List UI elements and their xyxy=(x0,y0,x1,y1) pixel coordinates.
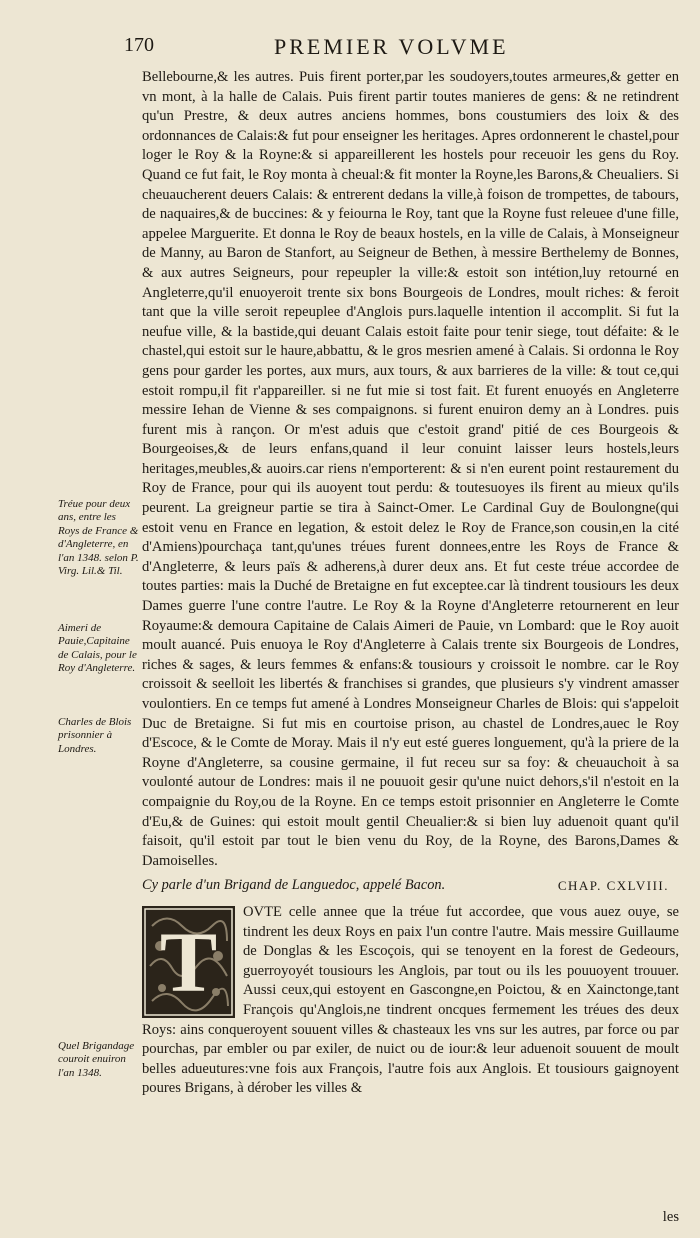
chapter-title: Cy parle d'un Brigand de Languedoc, appelé Bacon. xyxy=(142,877,446,893)
margin-note-aimeri: Aimeri de Pauie,Capitaine de Calais, pour le Roy d'Angleterre. xyxy=(58,622,137,675)
main-text-block xyxy=(142,68,679,871)
dropcap-ornament-icon xyxy=(142,906,235,1018)
chapter-heading xyxy=(142,877,679,899)
margin-note-charles: Charles de Blois prisonnier à Londres. xyxy=(58,716,132,755)
main-paragraph: Bellebourne,& les autres. Puis firent porter,par les soudoyers,toutes armeures,& getter en vn mont, à la halle de Calais. Puis firent partir toutes manieres de gens: & ne retindrent qu'un Prestre, & deux autres anciens hommes, bons coustumiers des loix & des ordonnances de Calais:& fut pour enseigner les heritages. Apres ordonnerent le chastel,pour loger le Roy & la Royne:& si appareillerent les hostels pour receuoir les gens du Roy. Quand ce fut fait, le Roy monta à cheual:& fit monter la Royne,les Barons,& Cheualiers. Si cheuaucherent deuers Calais: & entrerent dedans la ville,à foison de trompettes, de tabours, de naquaires,& de buccines: & y feiourna le Roy, tant que la Royne fust releuee d'une fille, appelee Marguerite. Et donna le Roy de beaux hostels, en la ville de Calais, à Monseigneur de Manny, au Baron de Stanfort, au Seigneur de Bethen, à messire Berthelemy de Bonnes, & aux autres Seigneurs, pour repeupler la ville:& estoit son intétion,luy retourné en Angleterre,qu'il enuoyeroit trente six bons Bourgeois de Londres, moult riches: & feroit tant que la ville seroit repeuplee d'Anglois purs.laquelle intention il accomplit. Si fut la neufue ville, & la bastide,qui deuant Calais estoit faite pour tenir siege, tout défaite: & le chastel,qui estoit sur le haure,abbattu, & le gros mesrien amené à Calais. Si ordonna le Roy gens pour garder les portes, aux murs, aux tours, & aux barrieres de la ville: & tout ce,qui estoit rompu,il fit r'appareiller. si ne fut mie si tost fait. Et furent enuoyés en Angleterre messire Iehan de Vienne & ses compaignons. si furent enuiron demy an à Londres. puis furent mis à rançon. Or m'est aduis que c'estoit grand' pitié de ces Bourgeois & Bourgeoises,& de leurs enfans,quand il leur conuint laisser leurs hostels,leurs heritages,meubles,& auoirs.car riens n'emporterent: & si n'en eurent point restaurement du Roy de France, pour qui ils auoyent tout perdu: & toutesuoyes ils firent au mieux qu'ils peurent. La greigneur partie se tira à Sainct-Omer. Le Cardinal Guy de Boulongne(qui estoit venu en France en legation, & estoit delez le Roy de France,son cousin,en la cité d'Amiens)pourchaça tant,qu'unes tréues furent donnees,entre les Roys de France & d'Angleterre, & leurs païs & adherens,à durer deux ans. Et fut ceste tréue accordee de toutes parties: mais la Duché de Bretaigne en fut exceptee.car là tindrent tousiours les deux Dames guerre l'une contre l'autre. Le Roy & la Royne d'Angleterre retournerent en leur Royaume:& demoura Capitaine de Calais Aimeri de Pauie, vn Lombard: que le Roy auoit moult auancé. Puis enuoya le Roy d'Angleterre à Calais trente six Bourgeois de Londres, riches & sages, & leurs femmes & enfans:& tousiours y croissoit le nombre. car le Roy croissoit & seelloit les libertés & franchises si grandes, que plusieurs s'y vindrent amasser voulontiers. En ce temps fut amené à Londres Monseigneur Charles de Blois: qui s'appeloit Duc de Bretaigne. Si fut mis en courtoise prison, au chastel de Londres,auec le Roy d'Escoce, & le Comte de Moray. Mais il n'y eut esté gueres longuement, qu'à la priere de la Royne d'Angleterre, sa cousine germaine, il fut receu sur sa foy: & cheuauchoit à sa voulonté autour de Londres: mais il ne pouuoit gesir qu'une nuict dehors,s'il n'estoit en la compaignie du Roy,ou de la Royne. En ce temps estoit prisonnier en Angleterre le Comte d'Eu,& de Guines: qui estoit moult gentil Cheualier:& si bien luy aduenoit quant qu'il faisoit, qu'il estoit par tout le bien venu du Roy, de la Royne, des Barons,Dames & Damoiselles. xyxy=(142,69,679,869)
chapter-text-block xyxy=(142,903,679,1099)
catchword: les xyxy=(662,1209,679,1225)
dropcap-letter: T xyxy=(159,914,218,1010)
margin-note-treve: Tréue pour deux ans, entre les Roys de France & d'Angleterre, en l'an 1348. selon P. Virg. Lil.& Til. xyxy=(58,498,139,578)
page-header xyxy=(124,34,684,62)
chapter-number: CHAP. CXLVIII. xyxy=(557,878,669,893)
running-head: PREMIER VOLVME xyxy=(274,34,509,59)
page-number: 170 xyxy=(124,34,154,56)
margin-note-brigandage: Quel Brigandage couroit enuiron l'an 1348. xyxy=(58,1040,135,1079)
chapter-paragraph: OVTE celle annee que la tréue fut accordee, que vous auez ouye, se tindrent les deux Roys en paix l'un contre l'autre. Mais messire Guillaume de Donglas & les Escoçois, qui se tenoyent en la forest de Gedeours, guerroyoyét tousiours les Anglois, par tout ou ils les pouuoyent trouuer. Aussi ceux,qui estoyent en Gascongne,en Poictou, & en Xainctonge,tant François qu'Anglois,ne tindrent oncques fermement les tréues des deux Roys: ains conqueroyent souuent villes & chasteaux les vns sur les autres, par force ou par pourchas, par embler ou par exiler, de nuict ou de iour:& leur aduenoit souuent de moult belles adueutures:vne fois aux François, l'autre fois aux Anglois. Et tousiours gaignoyent poures Brigans, à dérober les villes & xyxy=(142,904,679,1097)
